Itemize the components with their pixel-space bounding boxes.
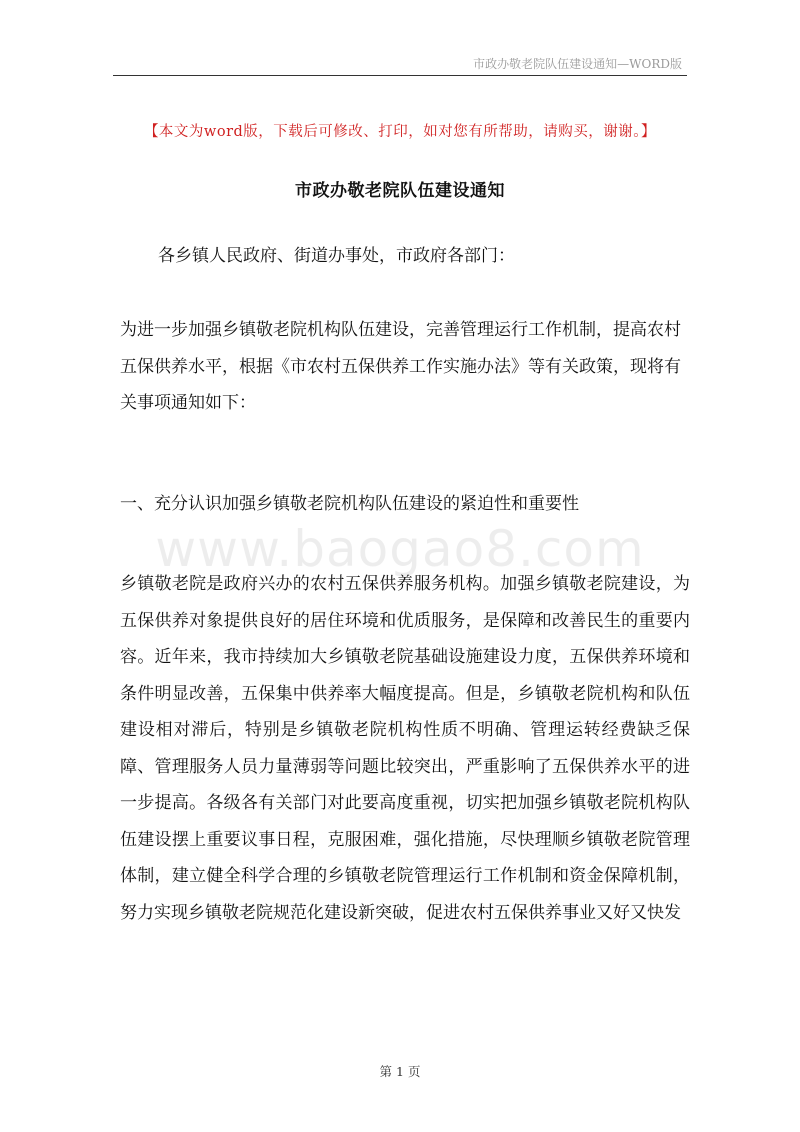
running-header: 市政办敬老院队伍建设通知—WORD版 — [473, 57, 682, 71]
intro-paragraph: 为进一步加强乡镇敬老院机构队伍建设，完善管理运行工作机制，提高农村五保供养水平，根据《市农村五保供养工作实施办法》等有关政策，现将有关事项通知如下： — [120, 320, 681, 413]
document-title: 市政办敬老院队伍建设通知 — [295, 181, 505, 201]
section-heading: 一、充分认识加强乡镇敬老院机构队伍建设的紧迫性和重要性 — [120, 494, 579, 514]
salutation: 各乡镇人民政府、街道办事处，市政府各部门： — [158, 246, 515, 266]
body-paragraph: 乡镇敬老院是政府兴办的农村五保供养服务机构。加强乡镇敬老院建设，为五保供养对象提供良好的居住环境和优质服务，是保障和改善民生的重要内容。近年来，我市持续加大乡镇敬老院基础设施建设力度，五保供养环境和条件明显改善，五保集中供养率大幅度提高。但是，乡镇敬老院机构和队伍建设相对滞后，特别是乡镇敬老院机构性质不明确、管理运转经费缺乏保障、管理服务人员力量薄弱等问题比较突出，严重影响了五保供养水平的进一步提高。各级各有关部门对此要高度重视，切实把加强乡镇敬老院机构队伍建设摆上重要议事日程，克服困难，强化措施，尽快理顺乡镇敬老院管理体制，建立健全科学合理的乡镇敬老院管理运行工作机制和资金保障机制，努力实现乡镇敬老院规范化建设新突破，促进农村五保供养事业又好又快发 — [120, 574, 690, 923]
watermark: www.baogao8.com — [155, 520, 645, 578]
purchase-notice: 【本文为word版，下载后可修改、打印，如对您有所帮助，请购买，谢谢。】 — [143, 124, 657, 140]
header-divider — [113, 75, 687, 76]
page-number: 第 1 页 — [379, 1064, 421, 1079]
